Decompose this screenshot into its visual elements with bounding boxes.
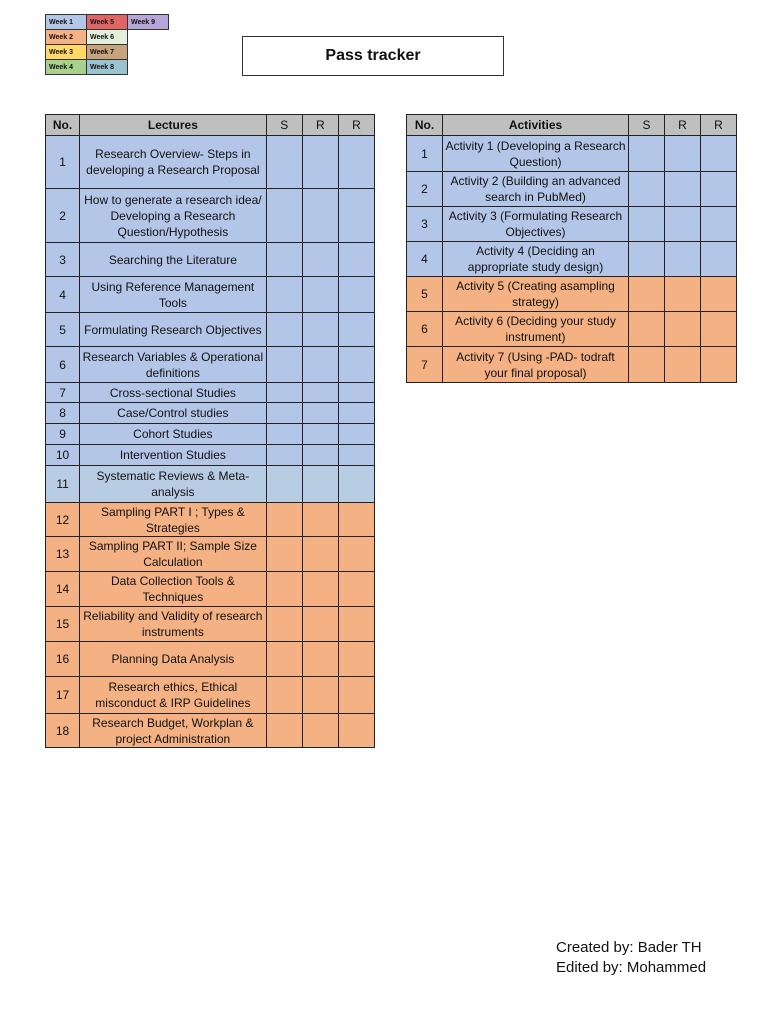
lecture-r1-check-cell[interactable] xyxy=(302,642,338,677)
legend-swatch: Week 4 xyxy=(46,60,87,75)
lecture-title: How to generate a research idea/ Developing a Research Question/Hypothesis xyxy=(80,189,267,243)
lecture-row xyxy=(46,677,375,714)
activity-title: Activity 7 (Using -PAD- todraft your final proposal) xyxy=(443,347,629,383)
lecture-s-check-cell[interactable] xyxy=(266,383,302,403)
lecture-r2-check-cell[interactable] xyxy=(338,677,374,714)
legend-swatch: Week 8 xyxy=(87,60,128,75)
lecture-r1-check-cell[interactable] xyxy=(302,243,338,277)
lecture-row xyxy=(46,136,375,189)
lecture-r1-check-cell[interactable] xyxy=(302,466,338,503)
activity-r1-check-cell[interactable] xyxy=(665,242,701,277)
legend-swatch: Week 3 xyxy=(46,45,87,60)
lecture-s-check-cell[interactable] xyxy=(266,136,302,189)
lecture-r1-check-cell[interactable] xyxy=(302,136,338,189)
lecture-r2-check-cell[interactable] xyxy=(338,642,374,677)
lecture-number: 7 xyxy=(46,383,80,403)
activity-r1-check-cell[interactable] xyxy=(665,277,701,312)
lecture-row xyxy=(46,642,375,677)
lecture-title: Intervention Studies xyxy=(80,445,267,466)
legend-swatch: Week 5 xyxy=(87,15,128,30)
legend-swatch: Week 2 xyxy=(46,30,87,45)
activity-title: Activity 1 (Developing a Research Question) xyxy=(443,136,629,172)
lecture-r1-check-cell[interactable] xyxy=(302,714,338,748)
lecture-r2-check-cell[interactable] xyxy=(338,243,374,277)
lecture-r2-check-cell[interactable] xyxy=(338,607,374,642)
activity-title: Activity 6 (Deciding your study instrument) xyxy=(443,312,629,347)
legend-row xyxy=(46,15,169,30)
lecture-r1-check-cell[interactable] xyxy=(302,383,338,403)
lecture-r2-check-cell[interactable] xyxy=(338,466,374,503)
lecture-s-check-cell[interactable] xyxy=(266,403,302,424)
lecture-row xyxy=(46,383,375,403)
lecture-row xyxy=(46,503,375,537)
activity-r2-check-cell[interactable] xyxy=(701,312,737,347)
lecture-number: 10 xyxy=(46,445,80,466)
lecture-s-check-cell[interactable] xyxy=(266,572,302,607)
lecture-r1-check-cell[interactable] xyxy=(302,189,338,243)
activity-s-check-cell[interactable] xyxy=(629,172,665,207)
lecture-r2-check-cell[interactable] xyxy=(338,136,374,189)
legend-row xyxy=(46,30,169,45)
legend-swatch: Week 6 xyxy=(87,30,128,45)
lectures-header-r1: R xyxy=(302,115,338,136)
lecture-title: Research ethics, Ethical misconduct & IRP Guidelines xyxy=(80,677,267,714)
activity-r2-check-cell[interactable] xyxy=(701,136,737,172)
lectures-header-row xyxy=(46,115,375,136)
activity-row xyxy=(407,242,737,277)
lecture-row xyxy=(46,403,375,424)
lecture-number: 15 xyxy=(46,607,80,642)
activity-title: Activity 3 (Formulating Research Objectives) xyxy=(443,207,629,242)
lecture-title: Cross-sectional Studies xyxy=(80,383,267,403)
lecture-r1-check-cell[interactable] xyxy=(302,537,338,572)
lecture-number: 18 xyxy=(46,714,80,748)
lecture-r2-check-cell[interactable] xyxy=(338,313,374,347)
activities-header-r1: R xyxy=(665,115,701,136)
lecture-r1-check-cell[interactable] xyxy=(302,503,338,537)
activity-row xyxy=(407,136,737,172)
lecture-s-check-cell[interactable] xyxy=(266,537,302,572)
week-legend xyxy=(45,14,169,75)
lecture-s-check-cell[interactable] xyxy=(266,714,302,748)
activity-s-check-cell[interactable] xyxy=(629,312,665,347)
lecture-title: Searching the Literature xyxy=(80,243,267,277)
activity-r1-check-cell[interactable] xyxy=(665,347,701,383)
activity-s-check-cell[interactable] xyxy=(629,347,665,383)
lecture-r1-check-cell[interactable] xyxy=(302,424,338,445)
lectures-header-title: Lectures xyxy=(80,115,267,136)
lecture-s-check-cell[interactable] xyxy=(266,445,302,466)
lecture-title: Research Overview- Steps in developing a Research Proposal xyxy=(80,136,267,189)
lecture-title: Planning Data Analysis xyxy=(80,642,267,677)
lecture-r1-check-cell[interactable] xyxy=(302,572,338,607)
lecture-number: 14 xyxy=(46,572,80,607)
activity-r1-check-cell[interactable] xyxy=(665,172,701,207)
lecture-row xyxy=(46,424,375,445)
activities-header-no: No. xyxy=(407,115,443,136)
lecture-s-check-cell[interactable] xyxy=(266,189,302,243)
legend-swatch: Week 1 xyxy=(46,15,87,30)
created-by: Created by: Bader TH xyxy=(556,939,702,956)
activity-r1-check-cell[interactable] xyxy=(665,207,701,242)
lecture-s-check-cell[interactable] xyxy=(266,424,302,445)
lectures-header-r2: R xyxy=(338,115,374,136)
lecture-number: 8 xyxy=(46,403,80,424)
lecture-title: Reliability and Validity of research instruments xyxy=(80,607,267,642)
lecture-r1-check-cell[interactable] xyxy=(302,403,338,424)
lecture-row xyxy=(46,466,375,503)
activity-s-check-cell[interactable] xyxy=(629,207,665,242)
lecture-title: Cohort Studies xyxy=(80,424,267,445)
lecture-s-check-cell[interactable] xyxy=(266,277,302,313)
lecture-number: 3 xyxy=(46,243,80,277)
activity-row xyxy=(407,207,737,242)
lecture-title: Sampling PART II; Sample Size Calculation xyxy=(80,537,267,572)
lecture-r2-check-cell[interactable] xyxy=(338,537,374,572)
lecture-number: 5 xyxy=(46,313,80,347)
credits xyxy=(556,938,706,978)
lecture-number: 6 xyxy=(46,347,80,383)
lectures-header-no: No. xyxy=(46,115,80,136)
lecture-r1-check-cell[interactable] xyxy=(302,313,338,347)
page-title-text: Pass tracker xyxy=(325,47,421,64)
activity-r2-check-cell[interactable] xyxy=(701,242,737,277)
lecture-number: 1 xyxy=(46,136,80,189)
activity-title: Activity 2 (Building an advanced search in PubMed) xyxy=(443,172,629,207)
lecture-s-check-cell[interactable] xyxy=(266,607,302,642)
lecture-s-check-cell[interactable] xyxy=(266,503,302,537)
activity-title: Activity 5 (Creating asampling strategy) xyxy=(443,277,629,312)
activity-row xyxy=(407,277,737,312)
legend-swatch: Week 9 xyxy=(128,15,169,30)
lectures-table xyxy=(45,114,375,748)
lecture-s-check-cell[interactable] xyxy=(266,347,302,383)
lecture-s-check-cell[interactable] xyxy=(266,313,302,347)
lecture-r1-check-cell[interactable] xyxy=(302,677,338,714)
activity-s-check-cell[interactable] xyxy=(629,242,665,277)
activity-s-check-cell[interactable] xyxy=(629,277,665,312)
lecture-r2-check-cell[interactable] xyxy=(338,347,374,383)
lecture-row xyxy=(46,714,375,748)
activity-r1-check-cell[interactable] xyxy=(665,136,701,172)
lecture-r2-check-cell[interactable] xyxy=(338,503,374,537)
activity-r1-check-cell[interactable] xyxy=(665,312,701,347)
lecture-row xyxy=(46,347,375,383)
activity-s-check-cell[interactable] xyxy=(629,136,665,172)
activity-number: 3 xyxy=(407,207,443,242)
activity-title: Activity 4 (Deciding an appropriate study design) xyxy=(443,242,629,277)
lecture-s-check-cell[interactable] xyxy=(266,243,302,277)
activity-r2-check-cell[interactable] xyxy=(701,347,737,383)
activity-number: 4 xyxy=(407,242,443,277)
lecture-number: 17 xyxy=(46,677,80,714)
activity-number: 7 xyxy=(407,347,443,383)
lecture-title: Research Budget, Workplan & project Administration xyxy=(80,714,267,748)
lecture-s-check-cell[interactable] xyxy=(266,466,302,503)
lecture-s-check-cell[interactable] xyxy=(266,642,302,677)
lecture-title: Sampling PART I ; Types & Strategies xyxy=(80,503,267,537)
activities-header-title: Activities xyxy=(443,115,629,136)
activity-r2-check-cell[interactable] xyxy=(701,172,737,207)
lecture-row xyxy=(46,537,375,572)
activity-row xyxy=(407,347,737,383)
lecture-row xyxy=(46,189,375,243)
lecture-r2-check-cell[interactable] xyxy=(338,572,374,607)
lecture-r1-check-cell[interactable] xyxy=(302,607,338,642)
activity-number: 2 xyxy=(407,172,443,207)
lecture-r1-check-cell[interactable] xyxy=(302,445,338,466)
activities-table xyxy=(406,114,737,383)
lecture-number: 16 xyxy=(46,642,80,677)
lecture-title: Formulating Research Objectives xyxy=(80,313,267,347)
legend-swatch: Week 7 xyxy=(87,45,128,60)
lecture-number: 2 xyxy=(46,189,80,243)
lecture-title: Using Reference Management Tools xyxy=(80,277,267,313)
lecture-row xyxy=(46,607,375,642)
lecture-number: 13 xyxy=(46,537,80,572)
lecture-r2-check-cell[interactable] xyxy=(338,714,374,748)
lecture-row xyxy=(46,277,375,313)
lecture-title: Data Collection Tools & Techniques xyxy=(80,572,267,607)
lecture-number: 9 xyxy=(46,424,80,445)
activities-header-s: S xyxy=(629,115,665,136)
activity-r2-check-cell[interactable] xyxy=(701,207,737,242)
lecture-r2-check-cell[interactable] xyxy=(338,383,374,403)
activity-number: 6 xyxy=(407,312,443,347)
lecture-row xyxy=(46,243,375,277)
activity-row xyxy=(407,312,737,347)
lecture-number: 11 xyxy=(46,466,80,503)
lecture-title: Case/Control studies xyxy=(80,403,267,424)
lecture-r2-check-cell[interactable] xyxy=(338,189,374,243)
lecture-title: Research Variables & Operational definitions xyxy=(80,347,267,383)
lecture-r2-check-cell[interactable] xyxy=(338,403,374,424)
activity-row xyxy=(407,172,737,207)
lectures-header-s: S xyxy=(266,115,302,136)
lecture-number: 4 xyxy=(46,277,80,313)
activities-header-r2: R xyxy=(701,115,737,136)
lecture-title: Systematic Reviews & Meta-analysis xyxy=(80,466,267,503)
lecture-r2-check-cell[interactable] xyxy=(338,445,374,466)
lecture-row xyxy=(46,445,375,466)
lecture-row xyxy=(46,313,375,347)
lecture-r1-check-cell[interactable] xyxy=(302,277,338,313)
activities-header-row xyxy=(407,115,737,136)
lecture-r2-check-cell[interactable] xyxy=(338,277,374,313)
lecture-r2-check-cell[interactable] xyxy=(338,424,374,445)
activity-r2-check-cell[interactable] xyxy=(701,277,737,312)
lecture-row xyxy=(46,572,375,607)
lecture-s-check-cell[interactable] xyxy=(266,677,302,714)
page-title xyxy=(242,36,504,76)
legend-row xyxy=(46,60,169,75)
edited-by: Edited by: Mohammed xyxy=(556,959,707,976)
activity-number: 1 xyxy=(407,136,443,172)
lecture-number: 12 xyxy=(46,503,80,537)
lecture-r1-check-cell[interactable] xyxy=(302,347,338,383)
activity-number: 5 xyxy=(407,277,443,312)
legend-row xyxy=(46,45,169,60)
